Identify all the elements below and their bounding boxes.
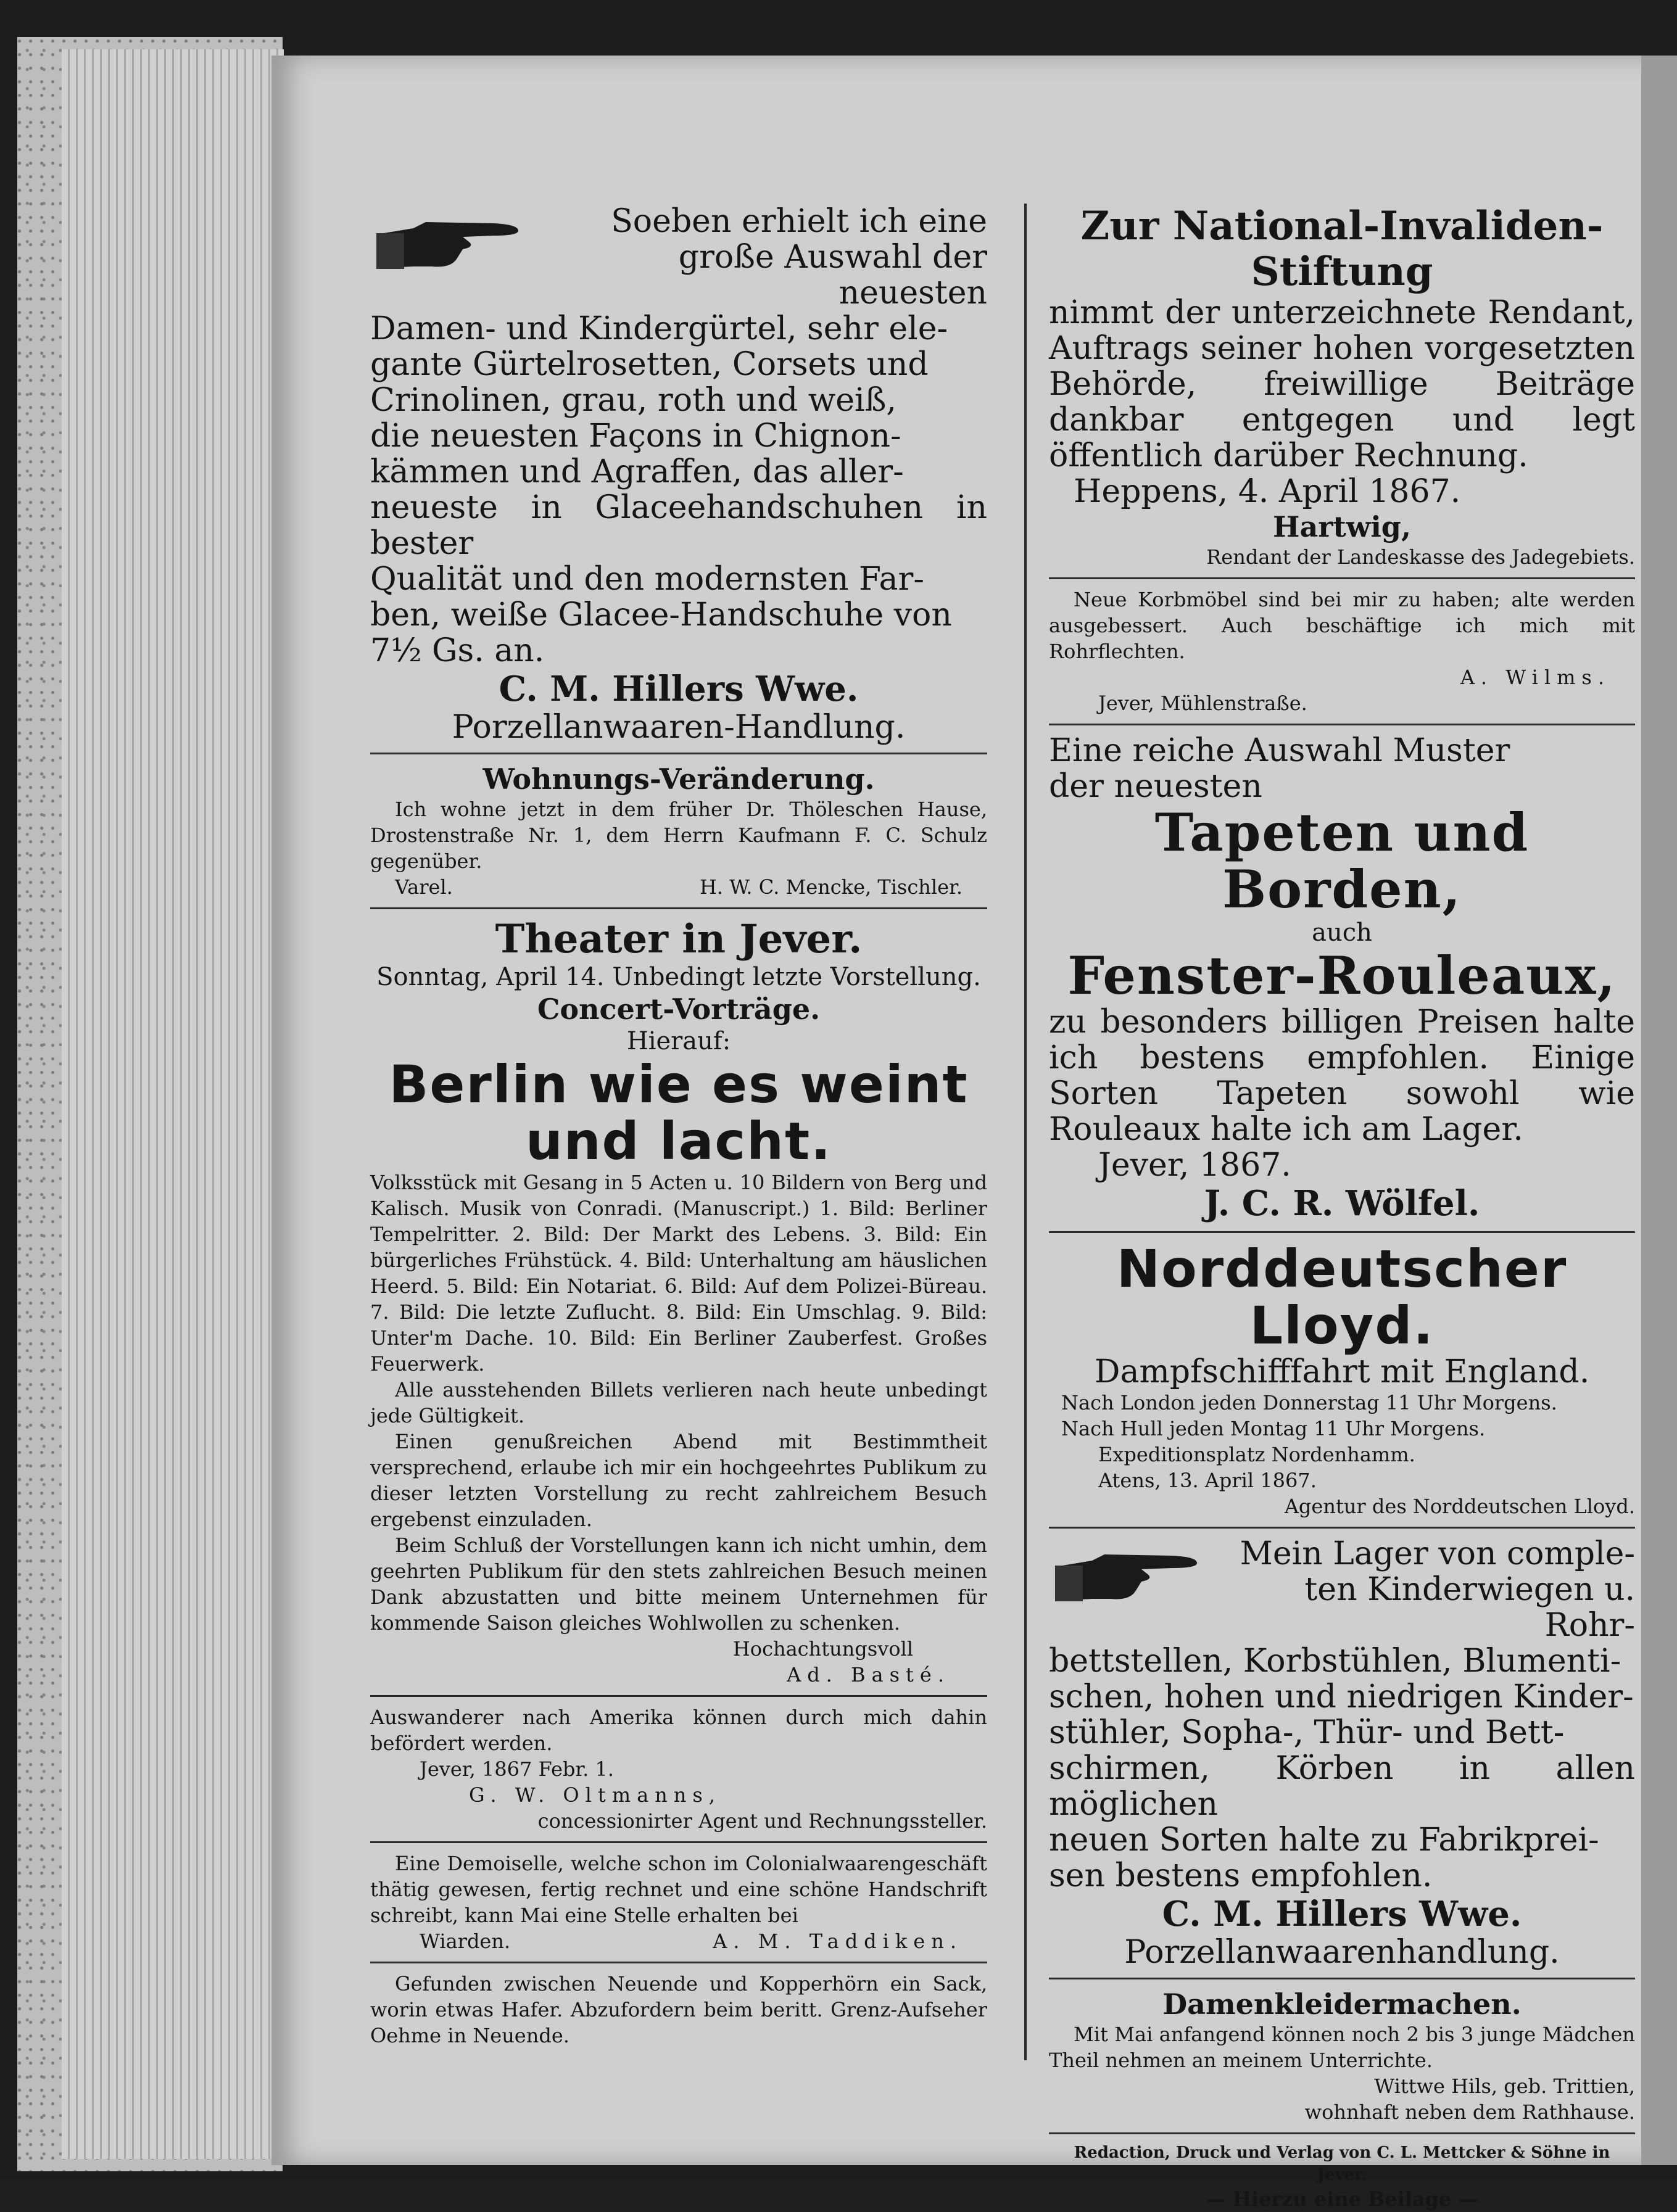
pointing-hand-icon xyxy=(1049,1542,1203,1610)
ad-line: Concert-Vorträge. xyxy=(537,993,821,1026)
ad-text: Mit Mai anfangend können noch 2 bis 3 junge Mädchen Theil nehmen an meinem Unterrichte. xyxy=(1049,2023,1635,2072)
ad-signature: J. C. R. Wölfel. xyxy=(1204,1183,1480,1224)
ad-line: ben, weiße Glacee-Handschuhe von xyxy=(370,596,952,633)
ad-line: Sonntag, April 14. Unbedingt letzte Vorstellung. xyxy=(376,963,981,991)
ad-signature: A. Wilms. xyxy=(1460,666,1610,689)
ad-separator xyxy=(1049,1231,1635,1233)
play-title: Berlin wie es weint xyxy=(389,1054,969,1115)
ad-signature: C. M. Hillers Wwe. xyxy=(499,669,859,709)
ad-line: ten Kinderwiegen u. Rohr- xyxy=(1304,1571,1635,1644)
ad-text: Neue Korbmöbel sind bei mir zu haben; alte werden ausgebessert. Auch beschäftige ich mich mit Rohrflechten. xyxy=(1049,588,1635,663)
ad-line: kämmen und Agraffen, das aller- xyxy=(370,453,904,490)
ad-text: Volksstück mit Gesang in 5 Acten u. 10 Bildern von Berg und Kalisch. Musik von Conradi. (Manuscript.) 1. Bild: Berliner Tempelritter. 2. Bild: Der Markt des Lebens. 3. Bild: Ein bürgerliches Frühstück. 4. Bild: Unterhaltung am häuslichen Heerd. 5. Bild: Ein Notariat. 6. Bild: Auf dem Polizei-Büreau. 7. Bild: Die letzte Zuflucht. 8. Bild: Ein Umschlag. 9. Bild: Unter'm Dache. 10. Bild: Ein Berliner Zauberfest. Großes Feuerwerk. xyxy=(370,1171,987,1376)
ad-title: Wohnungs-Veränderung. xyxy=(482,762,875,796)
ad-separator xyxy=(1049,724,1635,725)
ad-line: neuen Sorten halte zu Fabrikprei- xyxy=(1049,1822,1599,1859)
ad-line: bettstellen, Korbstühlen, Blumenti- xyxy=(1049,1643,1621,1680)
ad-subtitle: Dampfschifffahrt mit England. xyxy=(1094,1353,1590,1390)
ad-oltmanns xyxy=(370,1704,987,1834)
ad-norddeutscher-lloyd xyxy=(1049,1240,1635,1519)
ad-text: zu besonders billigen Preisen halte ich bestens empfohlen. Einige Sorten Tapeten sowohl wie Rouleaux halte ich am Lager. xyxy=(1049,1004,1635,1148)
ad-text: Eine Demoiselle, welche schon im Colonialwaarengeschäft thätig gewesen, fertig rechnet und eine schöne Handschrift schreibt, kann Mai eine Stelle erhalten bei xyxy=(370,1852,987,1927)
ad-text: Gefunden zwischen Neuende und Kopperhörn ein Sack, worin etwas Hafer. Abzufordern beim beritt. Grenz-Aufseher Oehme in Neuende. xyxy=(370,1972,987,2047)
ad-line: Hierauf: xyxy=(626,1027,731,1055)
ad-line: auch xyxy=(1312,918,1372,947)
ad-place: Jever, Mühlenstraße. xyxy=(1098,691,1307,715)
left-column xyxy=(370,204,987,2049)
ad-separator xyxy=(370,753,987,754)
ad-line: große Auswahl der neuesten xyxy=(678,239,987,312)
ad-line: neueste in Glaceehandschuhen in bester xyxy=(370,489,987,562)
next-page-edge xyxy=(1641,56,1677,2165)
ad-text: Alle ausstehenden Billets verlieren nach heute unbedingt jede Gültigkeit. xyxy=(370,1378,987,1427)
ad-line: gante Gürtelrosetten, Corsets und xyxy=(370,346,929,383)
ad-date: Jever, 1867. xyxy=(1098,1147,1291,1184)
ad-line: Crinolinen, grau, roth und weiß, xyxy=(370,382,896,419)
supplement-note: — Hierzu eine Beilage — xyxy=(1206,2187,1478,2211)
ad-place: Wiarden. xyxy=(420,1929,511,1953)
ad-line: der neuesten xyxy=(1049,768,1262,805)
ad-line: sen bestens empfohlen. xyxy=(1049,1857,1433,1894)
column-divider xyxy=(1024,204,1027,2060)
ad-signature: C. M. Hillers Wwe. xyxy=(1162,1894,1522,1934)
play-title: und lacht. xyxy=(525,1111,832,1171)
ad-line: Soeben erhielt ich eine xyxy=(611,203,987,240)
ad-separator xyxy=(370,907,987,909)
ad-woelfel xyxy=(1049,733,1635,1224)
ad-address: wohnhaft neben dem Rathhause. xyxy=(1304,2100,1635,2124)
ad-title: Zur National-Invaliden- xyxy=(1080,203,1604,249)
ad-line: Mein Lager von comple- xyxy=(1240,1535,1635,1572)
ad-role: Rendant der Landeskasse des Jadegebiets. xyxy=(1206,545,1635,569)
ad-separator xyxy=(1049,1527,1635,1529)
ad-agency: Agentur des Norddeutschen Lloyd. xyxy=(1284,1495,1635,1518)
ad-line: schirmen, Körben in allen möglichen xyxy=(1049,1750,1635,1823)
page-stack-edges xyxy=(62,49,284,2159)
ad-date: Atens, 13. April 1867. xyxy=(1098,1469,1317,1492)
ad-date: Jever, 1867 Febr. 1. xyxy=(420,1757,615,1781)
ad-line: Eine reiche Auswahl Muster xyxy=(1049,732,1510,769)
ad-line: schen, hohen und niedrigen Kinder- xyxy=(1049,1678,1634,1715)
ad-gefunden xyxy=(370,1971,987,2049)
ad-place: Varel. xyxy=(395,875,453,899)
ad-text: Ich wohne jetzt in dem früher Dr. Thöleschen Hause, Drostenstraße Nr. 1, dem Herrn Kaufmann F. C. Schulz gegenüber. xyxy=(370,798,987,873)
ad-line: Nach London jeden Donnerstag 11 Uhr Morgens. xyxy=(1061,1391,1557,1414)
ad-line: stühler, Sopha-, Thür- und Bett- xyxy=(1049,1714,1565,1751)
ad-signature: A. M. Taddiken. xyxy=(713,1929,963,1953)
ad-hillers-guertel xyxy=(370,204,987,745)
ad-title: Tapeten und Borden, xyxy=(1154,802,1530,920)
ad-signature: Ad. Basté. xyxy=(787,1663,950,1686)
ad-wilms xyxy=(1049,587,1635,716)
ad-title: Damenkleidermachen. xyxy=(1162,1987,1522,2021)
ad-signature: Hartwig, xyxy=(1272,510,1411,543)
ad-footer xyxy=(370,874,987,900)
ad-text: Einen genußreichen Abend mit Bestimmtheit versprechend, erlaube ich mir ein hochgeehrtes Publikum zu dieser letzten Vorstellung zu recht zahlreichem Besuch ergebenst einzuladen. xyxy=(370,1430,987,1531)
ad-separator xyxy=(370,1841,987,1843)
ad-signature: H. W. C. Mencke, Tischler. xyxy=(699,875,963,899)
ad-invaliden-stiftung xyxy=(1049,204,1635,570)
ad-text: Auswanderer nach Amerika können durch mich dahin befördert werden. xyxy=(370,1706,987,1755)
ad-closing: Hochachtungsvoll xyxy=(732,1637,913,1661)
ad-separator xyxy=(1049,577,1635,579)
ad-text: Beim Schluß der Vorstellungen kann ich nicht umhin, dem geehrten Publikum für den stets zahlreichen Besuch meinen Dank abzustatten und bitte meinem Unternehmen für kommende Saison gleiches Wohlwollen zu schenken. xyxy=(370,1533,987,1635)
ad-subtitle: Porzellanwaarenhandlung. xyxy=(1124,1934,1560,1971)
ad-separator xyxy=(1049,1978,1635,1979)
ad-separator xyxy=(370,1962,987,1963)
ad-line: Damen- und Kindergürtel, sehr ele- xyxy=(370,310,948,347)
ad-separator xyxy=(1049,2132,1635,2134)
right-column xyxy=(1049,204,1635,2212)
pointing-hand-icon xyxy=(370,210,524,278)
ad-theater xyxy=(370,917,987,1688)
ad-signature: G. W. Oltmanns, xyxy=(469,1783,721,1807)
ad-signature: Wittwe Hils, geb. Trittien, xyxy=(1374,2074,1635,2098)
ad-mencke xyxy=(370,762,987,900)
ad-taddiken xyxy=(370,1851,987,1954)
ad-title: Norddeutscher Lloyd. xyxy=(1116,1239,1568,1356)
ad-line: die neuesten Façons in Chignon- xyxy=(370,418,901,455)
ad-line: Nach Hull jeden Montag 11 Uhr Morgens. xyxy=(1061,1417,1486,1440)
ad-damenkleidermachen xyxy=(1049,1987,1635,2125)
ad-line: Expeditionsplatz Nordenhamm. xyxy=(1098,1443,1415,1466)
ad-role: concessionirter Agent und Rechnungssteller. xyxy=(537,1809,987,1833)
ad-title: Theater in Jever. xyxy=(495,916,863,962)
ad-hillers-korbwaren xyxy=(1049,1536,1635,1970)
ad-title: Fenster-Rouleaux, xyxy=(1067,945,1617,1006)
ad-separator xyxy=(370,1695,987,1697)
ad-footer xyxy=(370,1928,987,1954)
ad-line: 7½ Gs. an. xyxy=(370,632,545,669)
ad-subtitle: Porzellanwaaren-Handlung. xyxy=(452,709,906,746)
imprint: Redaction, Druck und Verlag von C. L. Mettcker & Söhne in Jever. xyxy=(1074,2144,1610,2184)
ad-text: nimmt der unterzeichnete Rendant, Auftrags seiner hohen vorgesetzten Behörde, freiwillige Beiträge dankbar entgegen und legt öffentlich darüber Rechnung. xyxy=(1049,294,1635,474)
ad-date: Heppens, 4. April 1867. xyxy=(1074,473,1461,510)
ad-line: Qualität und den modernsten Far- xyxy=(370,561,924,598)
ad-title: Stiftung xyxy=(1251,249,1433,295)
